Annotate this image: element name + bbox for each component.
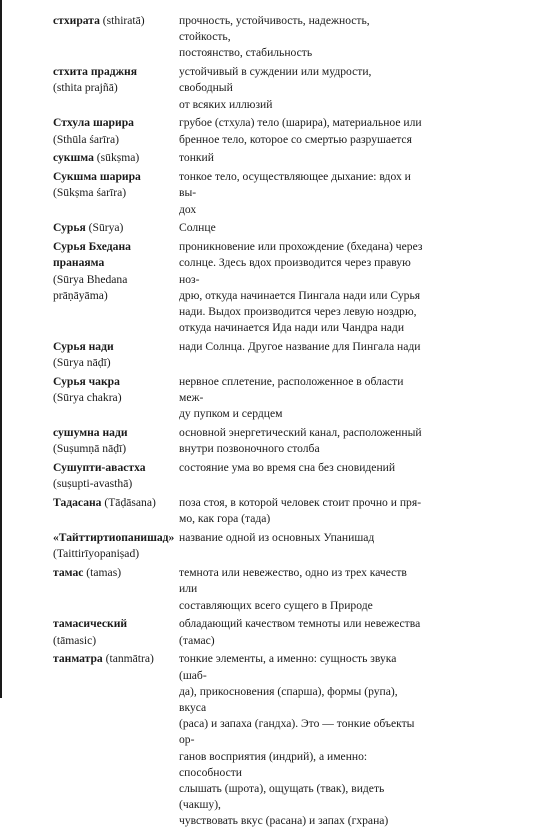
term-word: Сурья нади	[53, 340, 114, 354]
term-word: сукшма	[53, 151, 94, 165]
glossary-term	[53, 425, 179, 457]
definition-line: слышать (шрота), ощущать (твак), видеть (чакшу),	[179, 782, 385, 812]
term-word: сушумна нади	[53, 426, 128, 440]
definition-line: прочность, устойчивость, надежность, стойкость,	[179, 14, 370, 44]
definition-line: внутри позвоночного столба	[179, 442, 320, 456]
definition-line: солнце. Здесь вдох производится через правую ноз-	[179, 256, 411, 286]
term-word: Стхула шарира	[53, 116, 134, 130]
definition-line: тонкое тело, осуществляющее дыхание: вдох и вы-	[179, 170, 411, 200]
definition-line: поза стоя, в которой человек стоит прочно и пря-	[179, 496, 422, 510]
glossary-definition	[179, 13, 423, 62]
definition-line: ду пупком и сердцем	[179, 407, 283, 421]
glossary-definition	[179, 565, 423, 614]
glossary-definition	[179, 150, 423, 166]
term-transliteration: (suṣupti-avasthā)	[53, 477, 133, 491]
definition-line: от всяких иллюзий	[179, 97, 273, 111]
term-transliteration: (Tāḍāsana)	[101, 496, 156, 510]
definition-line: нервное сплетение, расположенное в области меж-	[179, 375, 404, 405]
term-transliteration: (tamas)	[83, 566, 122, 580]
term-transliteration-line2: prāṇāyāma)	[53, 288, 108, 302]
glossary-term	[53, 239, 179, 304]
term-word: Сукшма шарира	[53, 170, 141, 184]
term-word: тамасический	[53, 617, 128, 631]
glossary-entry	[53, 13, 523, 62]
term-transliteration: (tanmātra)	[102, 652, 154, 666]
glossary-term	[53, 495, 179, 511]
term-transliteration: (Sūrya chakra)	[53, 391, 122, 405]
glossary-entry	[53, 239, 523, 336]
definition-line: Солнце	[179, 221, 216, 235]
glossary-definition	[179, 220, 423, 236]
term-transliteration: (Suṣumṇā nāḍī)	[53, 442, 127, 456]
glossary-definition	[179, 374, 423, 423]
page-left-edge	[0, 0, 2, 698]
term-transliteration: (Sūrya)	[85, 221, 124, 235]
definition-line: темнота или невежество, одно из трех качеств или	[179, 566, 407, 596]
definition-line: нади. Выдох производится через левую ноздрю,	[179, 305, 417, 319]
term-transliteration: (Sūkṣma śarīra)	[53, 186, 127, 200]
glossary-definition	[179, 460, 423, 476]
definition-line: дрю, откуда начинается Пингала нади или Сурья	[179, 288, 421, 302]
definition-line: обладающий качеством темноты или невежества	[179, 617, 421, 631]
glossary-term	[53, 339, 179, 371]
glossary-entry	[53, 425, 523, 457]
definition-line: (раса) и запаха (гандха). Это — тонкие объекты ор-	[179, 717, 415, 747]
definition-line: (тамас)	[179, 633, 215, 647]
glossary-entry	[53, 339, 523, 371]
glossary-term	[53, 460, 179, 492]
term-transliteration: (Sūrya nāḍī)	[53, 356, 111, 370]
glossary-definition	[179, 495, 423, 527]
glossary-entry	[53, 565, 523, 614]
term-word: Тадасана	[53, 496, 102, 510]
definition-line: дох	[179, 202, 197, 216]
definition-line: основной энергетический канал, расположенный	[179, 426, 422, 440]
glossary-entry	[53, 220, 523, 236]
glossary-term	[53, 651, 179, 667]
definition-line: грубое (стхула) тело (шарира), материальное или	[179, 116, 422, 130]
glossary-definition	[179, 115, 423, 147]
definition-line: бренное тело, которое со смертью разрушается	[179, 132, 412, 146]
definition-line: тонкие элементы, а именно: сущность звука (шаб-	[179, 652, 397, 682]
glossary-entry	[53, 460, 523, 492]
definition-line: постоянство, стабильность	[179, 46, 313, 60]
definition-line: название одной из основных Упанишад	[179, 531, 375, 545]
definition-line: откуда начинается Ида нади или Чандра нади	[179, 321, 405, 335]
definition-line: да), прикосновения (спарша), формы (рупа), вкуса	[179, 684, 398, 715]
term-transliteration: (tāmasic)	[53, 633, 97, 647]
term-word: танматра	[53, 652, 103, 666]
glossary-entry	[53, 495, 523, 527]
term-word: Сурья чакра	[53, 375, 120, 389]
glossary-term	[53, 374, 179, 406]
term-transliteration: (sthiratā)	[99, 14, 145, 27]
term-word: «Тайттиртиопанишад»	[53, 531, 175, 545]
term-word: стхирата	[53, 14, 100, 27]
term-transliteration: (Sūrya Bhedana	[53, 272, 128, 286]
glossary-entry	[53, 651, 523, 829]
definition-line: устойчивый в суждении или мудрости, свободный	[179, 65, 372, 95]
glossary-definition	[179, 339, 423, 355]
glossary-definition	[179, 530, 423, 546]
glossary-definition	[179, 169, 423, 218]
glossary-definition	[179, 425, 423, 457]
glossary-term	[53, 169, 179, 201]
definition-line: проникновение или прохождение (бхедана) через	[179, 240, 423, 254]
glossary-term	[53, 616, 179, 648]
glossary-definition	[179, 616, 423, 648]
glossary-term	[53, 530, 179, 562]
glossary-entry	[53, 115, 523, 147]
term-word-line2: пранаяма	[53, 256, 105, 270]
glossary-term	[53, 115, 179, 147]
term-word: Сурья Бхедана	[53, 240, 131, 254]
term-word: Сушупти-авастха	[53, 461, 146, 475]
glossary-entry	[53, 150, 523, 166]
definition-line: ганов восприятия (индрий), а именно: способности	[179, 749, 368, 779]
term-transliteration: (sthita prajñā)	[53, 81, 118, 95]
glossary-definition	[179, 239, 423, 336]
glossary-definition	[179, 64, 423, 113]
glossary-term	[53, 13, 179, 29]
glossary-term	[53, 220, 179, 236]
definition-line: тонкий	[179, 151, 214, 165]
glossary-term	[53, 64, 179, 96]
glossary-entry	[53, 64, 523, 113]
definition-line: состояние ума во время сна без сновидений	[179, 461, 396, 475]
term-word: Сурья	[53, 221, 86, 235]
glossary-term	[53, 565, 179, 581]
glossary-entry	[53, 169, 523, 218]
glossary-term	[53, 150, 179, 166]
definition-line: чувствовать вкус (расана) и запах (гхрана)	[179, 814, 389, 828]
glossary-definition	[179, 651, 423, 829]
term-word: тамас	[53, 566, 84, 580]
term-transliteration: (Sthūla śarīra)	[53, 132, 119, 146]
definition-line: составляющих всего сущего в Природе	[179, 598, 373, 612]
term-word: стхита праджня	[53, 65, 137, 79]
glossary-entry	[53, 530, 523, 562]
glossary-entry	[53, 374, 523, 423]
definition-line: мо, как гора (тада)	[179, 512, 271, 526]
term-transliteration: (Taittirīyopaniṣad)	[53, 547, 140, 561]
term-transliteration: (sūkṣma)	[93, 151, 140, 165]
glossary-entry	[53, 616, 523, 648]
definition-line: нади Солнца. Другое название для Пингала нади	[179, 340, 421, 354]
glossary	[53, 13, 523, 832]
